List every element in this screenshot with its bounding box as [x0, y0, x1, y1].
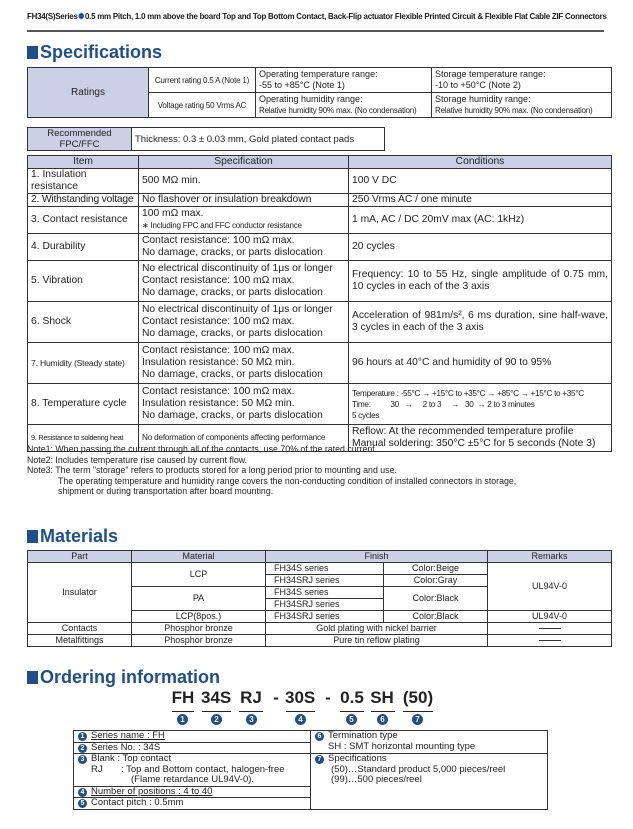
legend-positions	[74, 786, 311, 798]
legend-specifications	[311, 754, 548, 810]
part-metalfittings: Metalfittings	[28, 635, 132, 647]
legend-text: Series name : FH	[91, 730, 165, 741]
note-text: The term "storage" refers to products stored for a long period prior to mounting and use.	[55, 465, 397, 475]
row-item: 8. Temperature cycle	[28, 384, 139, 425]
code-underline	[403, 711, 433, 712]
cond-line: Temperature : -55°C → +15°C to +35°C → +85°C → +15°C to +35°C	[352, 388, 584, 398]
col-header-item: Item	[28, 156, 139, 169]
finish-series: FH34SRJ series	[266, 575, 384, 587]
material-lcp: LCP	[132, 563, 266, 587]
legend-pitch	[74, 798, 311, 810]
note-label: Note3:	[27, 465, 53, 475]
table-row	[28, 261, 612, 302]
legend-text: Blank : Top contact	[91, 753, 172, 764]
storage-humidity-value: Relative humidity 90% max. (No condensation)	[435, 106, 593, 115]
spec-line: No damage, cracks, or parts dislocation	[142, 328, 323, 339]
table-row	[28, 384, 612, 425]
material-phosphor: Phosphor bronze	[132, 635, 266, 647]
note-2	[27, 455, 617, 466]
row-item: 7. Humidity (Steady state)	[28, 343, 139, 384]
note-3-cont: The operating temperature and humidity range covers the non-conducting condition of installed connectors in storage,	[58, 475, 517, 486]
row-cond: 250 Vrms AC / one minute	[349, 194, 612, 207]
note-1	[27, 444, 617, 455]
ratings-table	[27, 67, 612, 118]
materials-table	[27, 550, 612, 647]
code-segment: 30S	[285, 688, 316, 707]
finish-color: Color:Gray	[384, 575, 488, 587]
specifications-title: Specifications	[40, 42, 163, 62]
row-cond: Acceleration of 981m/s², 6 ms duration, sine half-wave, 3 cycles in each of the 3 axis	[349, 302, 612, 343]
table-row	[28, 563, 612, 575]
legend-text: RJ	[91, 763, 103, 775]
table-row	[28, 169, 612, 194]
legend-text: (50)…Standard product 5,000 pieces/reel	[331, 763, 506, 775]
finish-series: FH34SRJ series	[266, 599, 384, 611]
finish-color: Color:Black	[384, 587, 488, 611]
row-spec	[139, 302, 349, 343]
code-underline	[286, 711, 315, 712]
row-item: 5. Vibration	[28, 261, 139, 302]
material-pa: PA	[132, 587, 266, 611]
note-label: Note1:	[27, 444, 53, 454]
number-4-icon: 4	[78, 788, 87, 797]
code-underline	[239, 711, 263, 712]
spec-line: No electrical discontinuity of 1μs or longer	[142, 263, 333, 274]
col-header-material: Material	[132, 551, 266, 563]
number-3-icon: 3	[78, 755, 87, 764]
spec-line: No damage, cracks, or parts dislocation	[142, 369, 323, 380]
specifications-heading	[27, 42, 162, 63]
number-6-icon: 6	[315, 732, 324, 741]
note-text: When passing the current through all of the contacts, use 70% of the rated current.	[55, 444, 378, 454]
remarks-none	[488, 623, 612, 635]
table-row	[28, 302, 612, 343]
col-header-finish: Finish	[266, 551, 488, 563]
cond-line: Manual soldering: 350°C ±5°C for 5 seconds (Note 3)	[352, 438, 596, 449]
finish-series: FH34SRJ series	[266, 611, 384, 623]
spec-line: 100 mΩ max.	[142, 208, 204, 219]
recommended-value: Thickness: 0.3 ± 0.03 mm, Gold plated contact pads	[132, 128, 385, 151]
code-segment: 0.5	[340, 688, 364, 707]
op-temp-label: Operating temperature range:	[259, 69, 378, 79]
number-1-icon: 1	[78, 732, 87, 741]
code-underline	[340, 711, 364, 712]
spec-line: Contact resistance: 100 mΩ max.	[142, 316, 295, 327]
notes	[27, 444, 617, 497]
note-label: Note2:	[27, 454, 53, 465]
legend-text: : Top and Bottom contact, halogen-free	[121, 763, 285, 775]
legend-text: Series No. : 34S	[91, 742, 161, 753]
ratings-label: Ratings	[28, 68, 149, 118]
note-text: Includes temperature rise caused by current flow.	[55, 454, 248, 465]
voltage-rating: Voltage rating 50 Vrms AC	[149, 93, 256, 118]
code-segment: -	[273, 688, 279, 707]
code-segment: RJ	[240, 688, 262, 707]
code-segment: FH	[171, 688, 195, 707]
cond-line: Time: 30 → 2 to 3 → 30 → 2 to 3 minutes	[352, 399, 535, 409]
note-3-cont: shipment or during transportation after board mounting.	[58, 486, 274, 496]
number-7-icon: 7	[412, 714, 423, 725]
number-6-icon: 6	[377, 714, 388, 725]
spec-line: No damage, cracks, or parts dislocation	[142, 410, 323, 421]
legend-series-name	[74, 731, 311, 743]
code-underline	[202, 711, 231, 712]
row-spec	[139, 384, 349, 425]
storage-temp-label: Storage temperature range:	[435, 69, 546, 79]
bullet-icon	[79, 13, 85, 19]
table-row	[28, 343, 612, 384]
table-row	[28, 623, 612, 635]
spec-line: Insulation resistance: 50 MΩ min.	[142, 398, 295, 409]
row-item: 9. Resistance to soldering heat	[28, 425, 139, 452]
operating-temperature	[256, 68, 432, 93]
spec-line: Contact resistance: 100 mΩ max.	[142, 386, 295, 397]
spec-line: ∗ Including FPC and FFC conductor resistance	[142, 221, 302, 230]
storage-temp-value: -10 to +50°C (Note 2)	[435, 80, 521, 90]
cond-line: Reflow: At the recommended temperature profile	[352, 426, 574, 437]
dash-icon	[539, 628, 561, 629]
operating-humidity	[256, 93, 432, 118]
spec-line: Contact resistance: 100 mΩ max.	[142, 275, 295, 286]
number-4-icon: 4	[295, 714, 306, 725]
recommended-fpc-table	[27, 127, 385, 151]
square-bullet-icon	[27, 46, 38, 59]
col-header-remarks: Remarks	[488, 551, 612, 563]
spec-line: Insulation resistance: 50 MΩ min.	[142, 357, 295, 368]
storage-temperature	[432, 68, 612, 93]
recommended-label: Recommended FPC/FFC	[28, 128, 132, 151]
op-humidity-label: Operating humidity range:	[259, 94, 363, 104]
cond-line: 5 cycles	[352, 410, 380, 420]
row-item: 2. Withstanding voltage	[28, 194, 139, 207]
part-contacts: Contacts	[28, 623, 132, 635]
row-spec: 500 MΩ min.	[139, 169, 349, 194]
row-spec: No flashover or insulation breakdown	[139, 194, 349, 207]
row-item: 1. Insulation resistance	[28, 169, 139, 194]
storage-humidity-label: Storage humidity range:	[435, 94, 531, 104]
legend-text: (Flame retardance UL94V-0).	[131, 774, 255, 785]
finish-tin: Pure tin reflow plating	[266, 635, 488, 647]
materials-heading	[27, 526, 118, 547]
row-cond: Frequency: 10 to 55 Hz, single amplitude of 0.75 mm, 10 cycles in each of the 3 axis	[349, 261, 612, 302]
code-segment: 34S	[201, 688, 232, 707]
remarks-ul: UL94V-0	[488, 611, 612, 623]
finish-series: FH34S series	[266, 563, 384, 575]
specifications-table	[27, 155, 612, 452]
col-header-part: Part	[28, 551, 132, 563]
legend-text: (99)…500 pieces/reel	[331, 774, 422, 785]
legend-series-no	[74, 742, 311, 754]
row-cond: 100 V DC	[349, 169, 612, 194]
code-underline	[172, 711, 194, 712]
remarks-ul: UL94V-0	[488, 563, 612, 611]
square-bullet-icon	[27, 530, 38, 543]
storage-humidity	[432, 93, 612, 118]
row-item: 6. Shock	[28, 302, 139, 343]
spec-line: No electrical discontinuity of 1μs or longer	[142, 304, 333, 315]
square-bullet-icon	[27, 671, 38, 684]
part-insulator: Insulator	[28, 563, 132, 623]
legend-text: Contact pitch : 0.5mm	[91, 797, 184, 808]
row-spec: No deformation of components affecting performance	[139, 425, 349, 452]
legend-text: Number of positions : 4 to 40	[91, 786, 213, 797]
header-title: 0.5 mm Pitch, 1.0 mm above the board Top and Top Bottom Contact, Back-Flip actuator Flexible Printed Circuit & Flexible Flat Cable ZIF Connectors	[84, 11, 607, 21]
material-lcp8: LCP(8pos.)	[132, 611, 266, 623]
legend-text: Specifications	[328, 753, 387, 764]
document-header	[27, 11, 607, 21]
number-2-icon: 2	[211, 714, 222, 725]
row-item: 4. Durability	[28, 234, 139, 261]
finish-series: FH34S series	[266, 587, 384, 599]
legend-text: SH : SMT horizontal mounting type	[328, 740, 476, 752]
row-spec	[139, 207, 349, 234]
note-3	[27, 465, 617, 476]
table-row	[28, 194, 612, 207]
spec-line: Contact resistance: 100 mΩ max.	[142, 345, 295, 356]
series-label: FH34(S)Series	[27, 11, 78, 21]
number-5-icon: 5	[78, 799, 87, 808]
remarks-none	[488, 635, 612, 647]
spec-line: Contact resistance: 100 mΩ max.	[142, 235, 295, 246]
code-underline	[371, 711, 395, 712]
spec-line: No damage, cracks, or parts dislocation	[142, 287, 323, 298]
number-1-icon: 1	[177, 714, 188, 725]
ordering-title: Ordering information	[40, 667, 220, 687]
row-item: 3. Contact resistance	[28, 207, 139, 234]
current-rating: Current rating 0.5 A (Note 1)	[149, 68, 256, 93]
number-7-icon: 7	[315, 755, 324, 764]
table-row	[28, 207, 612, 234]
finish-color: Color:Beige	[384, 563, 488, 575]
col-header-conditions: Conditions	[349, 156, 612, 169]
row-spec	[139, 234, 349, 261]
finish-gold: Gold plating with nickel barrier	[266, 623, 488, 635]
row-cond: 96 hours at 40°C and humidity of 90 to 95%	[349, 343, 612, 384]
row-spec	[139, 343, 349, 384]
header-divider	[27, 30, 604, 32]
op-humidity-value: Relative humidity 90% max. (No condensation)	[259, 106, 417, 115]
code-segment: (50)	[402, 688, 434, 707]
legend-termination	[311, 731, 548, 754]
row-cond	[349, 384, 612, 425]
op-temp-value: -55 to +85°C (Note 1)	[259, 80, 345, 90]
materials-title: Materials	[40, 526, 119, 546]
col-header-specification: Specification	[139, 156, 349, 169]
material-phosphor: Phosphor bronze	[132, 623, 266, 635]
code-segment: SH	[370, 688, 394, 707]
number-3-icon: 3	[246, 714, 257, 725]
finish-color: Color:Black	[384, 611, 488, 623]
row-spec	[139, 261, 349, 302]
code-segment: -	[325, 688, 331, 707]
spec-line: No damage, cracks, or parts dislocation	[142, 247, 323, 258]
legend-text: Termination type	[328, 730, 398, 741]
table-row	[28, 234, 612, 261]
ordering-heading	[27, 667, 220, 688]
number-5-icon: 5	[346, 714, 357, 725]
ordering-legend-table	[73, 730, 548, 810]
number-2-icon: 2	[78, 744, 87, 753]
dash-icon	[539, 640, 561, 641]
row-cond: 20 cycles	[349, 234, 612, 261]
row-cond: 1 mA, AC / DC 20mV max (AC: 1kHz)	[349, 207, 612, 234]
table-row	[28, 635, 612, 647]
legend-contact-type	[74, 754, 311, 787]
